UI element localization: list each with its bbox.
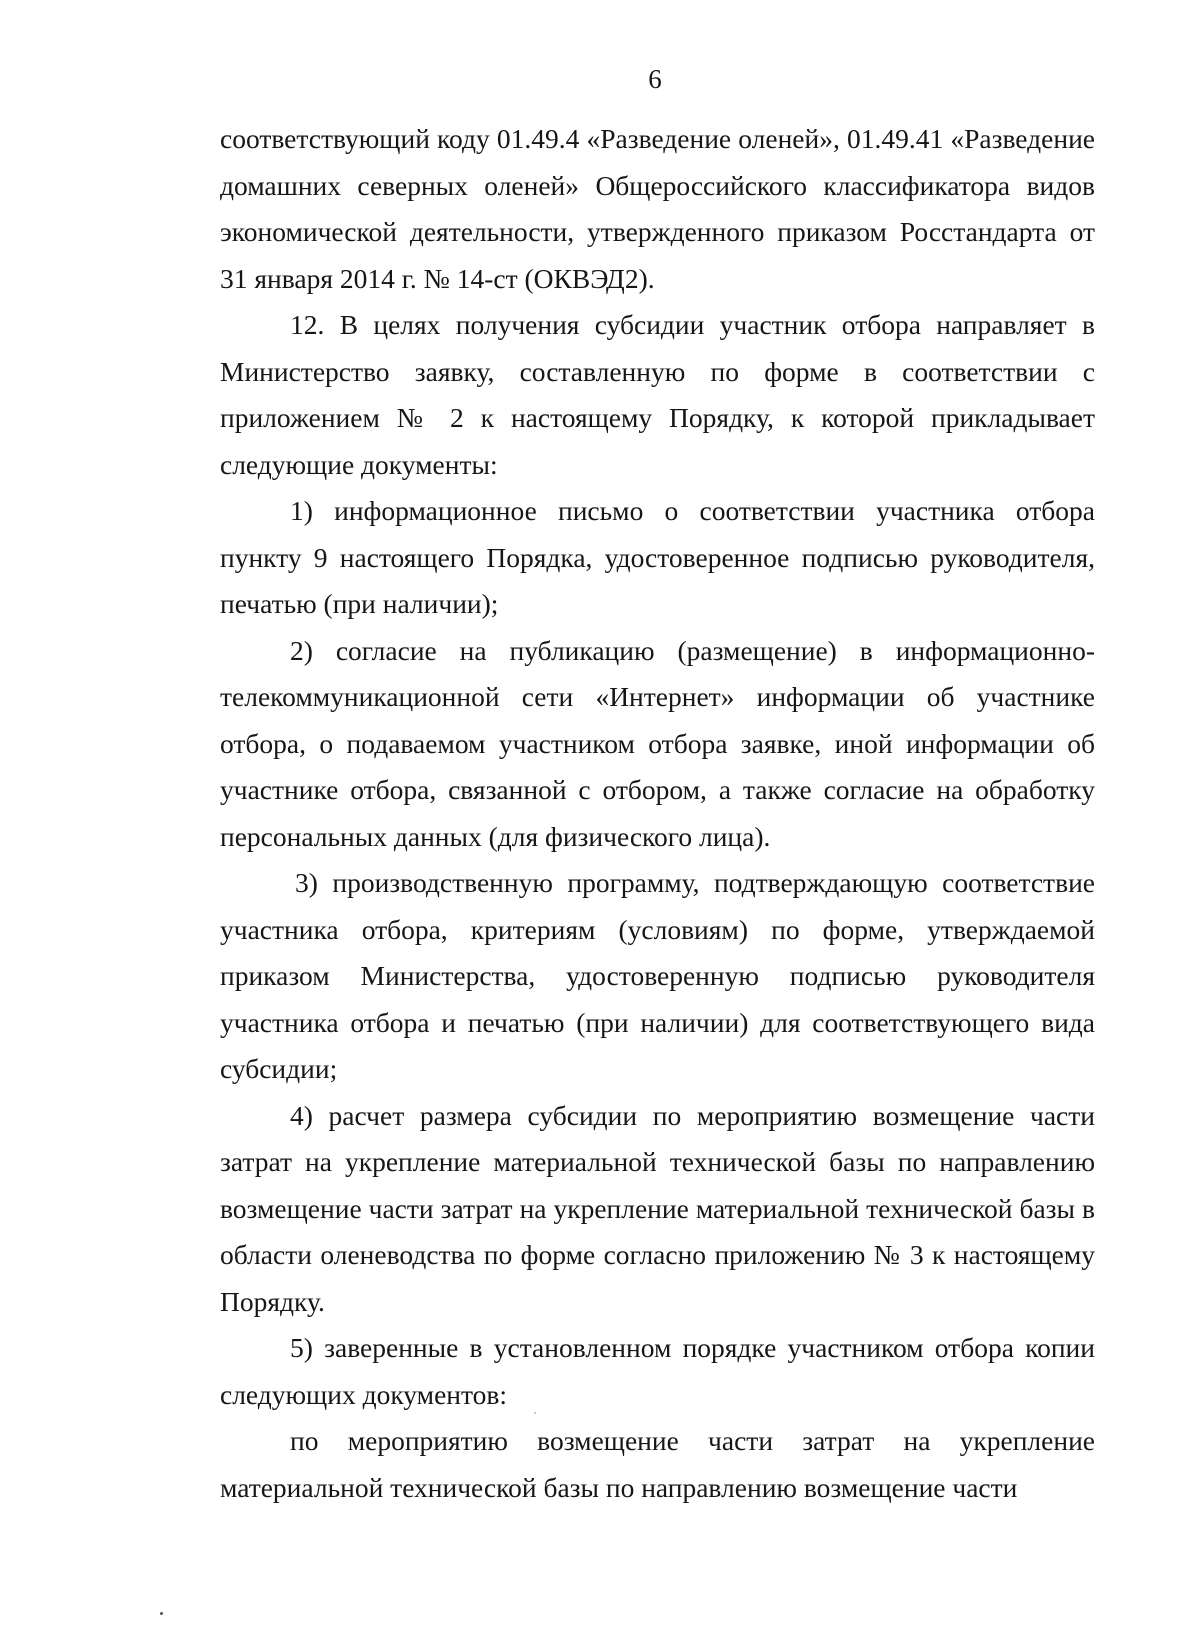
scan-artifact xyxy=(534,1412,536,1414)
paragraph-measure-reimbursement: по мероприятию возмещение части затрат на укрепление материальной технической базы по направлению возмещение части xyxy=(220,1425,1095,1503)
list-item-2-consent: 2) согласие на публикацию (размещение) в информационно-телекоммуникационной сети «Интернет» информации об участнике отбора, о подаваемом участником отбора заявке, иной информации об участнике отбора, связанной с отбором, а также согласие на обработку персональных данных (для физического лица). xyxy=(220,634,1095,852)
list-item-5-certified-copies: 5) заверенные в установленном порядке участником отбора копии следующих документов: xyxy=(220,1332,1095,1410)
scan-artifact xyxy=(160,1612,163,1615)
list-item-3-production-program: 3) производственную программу, подтверждающую соответствие участника отбора, критериям (условиям) по форме, утверждаемой приказом Министерства, удостоверенную подписью руководителя участника отбора и печатью (при наличии) для соответствующего вида субсидии; xyxy=(220,867,1095,1084)
list-item-4-subsidy-calculation: 4) расчет размера субсидии по мероприятию возмещение части затрат на укрепление материальной технической базы по направлению возмещение части затрат на укрепление материальной технической базы в области оленеводства по форме согласно приложению № 3 к настоящему Порядку. xyxy=(220,1099,1095,1317)
page-number: 6 xyxy=(648,64,662,94)
paragraph-okved-continuation: соответствующий коду 01.49.4 «Разведение оленей», 01.49.41 «Разведение домашних северных оленей» Общероссийского классификатора видов экономической деятельности, утвержденного приказом Росстандарта от 31 января 2014 г. № 14-ст (ОКВЭД2). xyxy=(220,123,1095,294)
document-body xyxy=(220,116,1095,1511)
paragraph-12-application: 12. В целях получения субсидии участник отбора направляет в Министерство заявку, составленную по форме в соответствии с приложением № 2 к настоящему Порядку, к которой прикладывает следующие документы: xyxy=(220,309,1095,480)
list-item-1-info-letter: 1) информационное письмо о соответствии участника отбора пункту 9 настоящего Порядка, удостоверенное подписью руководителя, печатью (при наличии); xyxy=(220,495,1095,619)
